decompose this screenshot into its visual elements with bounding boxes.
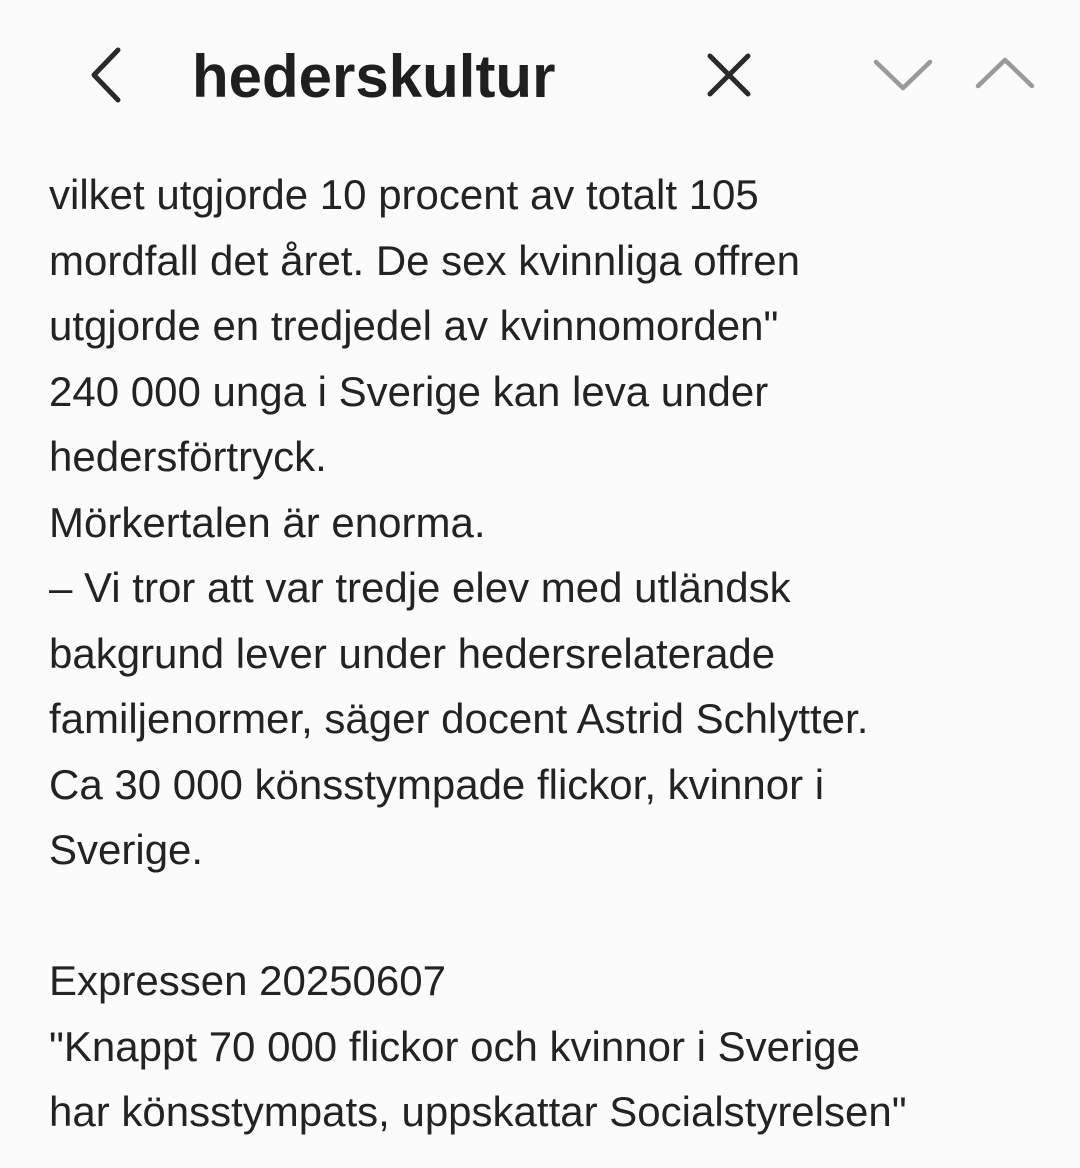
text-line: 240 000 unga i Sverige kan leva under (49, 367, 769, 415)
blank-line (49, 883, 1059, 949)
chevron-down-icon (868, 48, 938, 98)
text-line: Sverige. (49, 826, 204, 873)
text-line: Ca 30 000 könsstympade flickor, kvinnor i (49, 760, 825, 808)
clear-search-button[interactable] (698, 44, 760, 106)
text-line: vilket utgjorde 10 procent av totalt 105 (49, 171, 759, 218)
text-line: Mörkertalen är enorma. (49, 498, 486, 546)
text-line: utgjorde en tredjedel av kvinnomorden" (49, 302, 779, 349)
text-line: bakgrund lever under hedersrelaterade (49, 629, 776, 677)
source-line: Expressen 20250607 (49, 957, 446, 1004)
text-line: mordfall det året. De sex kvinnliga offren (49, 236, 800, 284)
chevron-left-icon (78, 40, 138, 110)
back-button[interactable] (78, 40, 138, 110)
close-icon (698, 44, 760, 106)
find-in-page-toolbar (0, 0, 1080, 150)
text-line: hedersförtryck. (49, 433, 327, 480)
quote-line: har könsstympats, uppskattar Socialstyrelsen" (49, 1088, 907, 1135)
chevron-up-icon (970, 48, 1040, 98)
previous-match-button[interactable] (970, 48, 1040, 98)
text-line: – Vi tror att var tredje elev med utländsk (49, 564, 791, 611)
quote-line: "Knappt 70 000 flickor och kvinnor i Sverige (49, 1022, 861, 1070)
search-input[interactable] (192, 36, 672, 116)
page-text (49, 162, 1059, 1145)
next-match-button[interactable] (868, 48, 938, 98)
text-line: familjenormer, säger docent Astrid Schlytter. (49, 695, 869, 742)
